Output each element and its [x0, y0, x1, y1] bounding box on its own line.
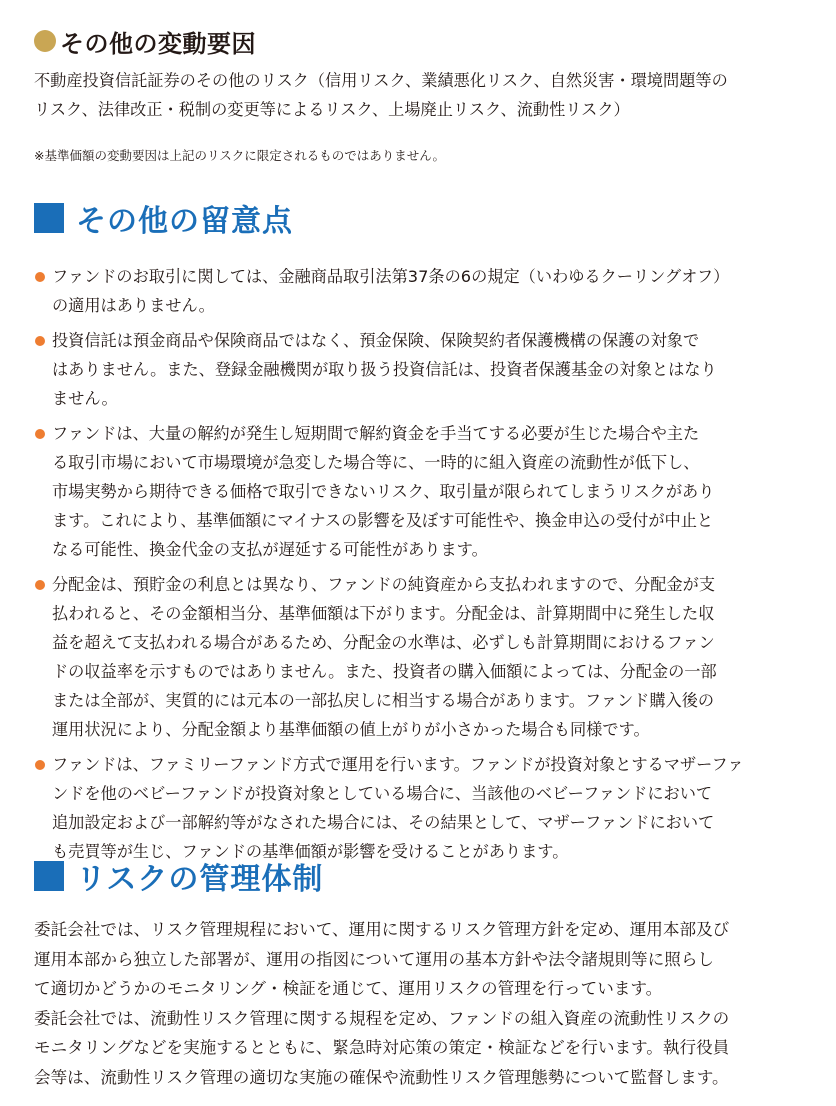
orange-dot-bullet-icon: [35, 429, 45, 439]
other-notes-heading-text: その他の留意点: [76, 204, 293, 239]
orange-dot-bullet-icon: [35, 272, 45, 282]
list-item: [34, 326, 794, 413]
disclaimer-note: ※基準価額の変動要因は上記のリスクに限定されるものではありません。: [34, 148, 445, 163]
risk-management-line: 委託会社では、流動性リスク管理に関する規程を定め、ファンドの組入資産の流動性リスクの: [34, 1008, 730, 1028]
gold-circle-bullet-icon: [34, 30, 56, 52]
risk-management-heading-text: リスクの管理体制: [76, 862, 324, 897]
risk-management-line: て適切かどうかのモニタリング・検証を通じて、運用リスクの管理を行っています。: [34, 979, 663, 998]
other-factors-heading-text: その他の変動要因: [60, 29, 256, 58]
other-factors-line: リスク、法律改正・税制の変更等によるリスク、上場廃止リスク、流動性リスク）: [34, 100, 630, 119]
list-item-line: 市場実勢から期待できる価格で取引できないリスク、取引量が限られてしまうリスクがあり: [52, 482, 715, 501]
list-item-line: ます。これにより、基準価額にマイナスの影響を及ぼす可能性や、換金申込の受付が中止と: [52, 511, 714, 530]
list-item: [34, 570, 794, 744]
list-item-line: 分配金は、預貯金の利息とは異なり、ファンドの純資産から支払われますので、分配金が支: [52, 575, 716, 594]
other-factors-line: 不動産投資信託証券のその他のリスク（信用リスク、業績悪化リスク、自然災害・環境問題等の: [34, 71, 728, 90]
orange-dot-bullet-icon: [35, 760, 45, 770]
other-notes-list: [34, 262, 794, 872]
list-item-line: ンドを他のベビーファンドが投資対象としている場合に、当該他のベビーファンドにおいて: [52, 784, 713, 803]
blue-square-heading-icon: [34, 861, 64, 891]
list-item-line: 払われると、その金額相当分、基準価額は下がります。分配金は、計算期間中に発生した収: [52, 604, 715, 623]
list-item-line: 運用状況により、分配金額より基準価額の値上がりが小さかった場合も同様です。: [52, 720, 650, 739]
list-item-line: 投資信託は預金商品や保険商品ではなく、預金保険、保険契約者保護機構の保護の対象で: [52, 331, 700, 350]
other-notes-heading: [34, 198, 293, 238]
list-item: [34, 419, 794, 564]
list-item-line: または全部が、実質的には元本の一部払戻しに相当する場合があります。ファンド購入後の: [52, 691, 715, 710]
list-item-line: ファンドのお取引に関しては、金融商品取引法第37条の6の規定（いわゆるクーリングオフ）: [52, 267, 730, 286]
list-item-line: も売買等が生じ、ファンドの基準価額が影響を受けることがあります。: [52, 842, 569, 861]
risk-management-line: 委託会社では、リスク管理規程において、運用に関するリスク管理方針を定め、運用本部及び: [34, 920, 730, 939]
risk-management-line: 運用本部から独立した部署が、運用の指図について運用の基本方針や法令諸規則等に照らし: [34, 949, 715, 969]
other-factors-body: [34, 66, 728, 124]
list-item-line: ファンドは、大量の解約が発生し短期間で解約資金を手当てする必要が生じた場合や主た: [52, 424, 700, 443]
list-item: [34, 262, 794, 320]
list-item-line: ファンドは、ファミリーファンド方式で運用を行います。ファンドが投資対象とするマザーファ: [52, 755, 744, 774]
list-item-line: 益を超えて支払われる場合があるため、分配金の水準は、必ずしも計算期間におけるファン: [52, 633, 715, 652]
list-item: [34, 750, 794, 866]
list-item-line: なる可能性、換金代金の支払が遅延する可能性があります。: [52, 540, 488, 559]
list-item-line: 追加設定および一部解約等がなされた場合には、その結果として、マザーファンドにおいて: [52, 813, 715, 832]
risk-management-heading: [34, 856, 323, 896]
list-item-line: ません。: [52, 389, 118, 408]
list-item-line: はありません。また、登録金融機関が取り扱う投資信託は、投資者保護基金の対象とはなり: [52, 360, 717, 379]
list-item-line: ドの収益率を示すものではありません。また、投資者の購入価額によっては、分配金の一部: [52, 662, 717, 681]
orange-dot-bullet-icon: [35, 580, 45, 590]
list-item-line: の適用はありません。: [52, 296, 215, 315]
risk-management-line: 会等は、流動性リスク管理の適切な実施の確保や流動性リスク管理態勢について監督します。: [34, 1067, 729, 1087]
list-item-line: る取引市場において市場環境が急変した場合等に、一時的に組入資産の流動性が低下し、: [52, 453, 700, 472]
blue-square-heading-icon: [34, 203, 64, 233]
other-factors-heading: [34, 24, 256, 58]
risk-management-body: [34, 915, 729, 1092]
orange-dot-bullet-icon: [35, 336, 45, 346]
risk-management-line: モニタリングなどを実施するとともに、緊急時対応策の策定・検証などを行います。執行役員: [34, 1038, 730, 1057]
